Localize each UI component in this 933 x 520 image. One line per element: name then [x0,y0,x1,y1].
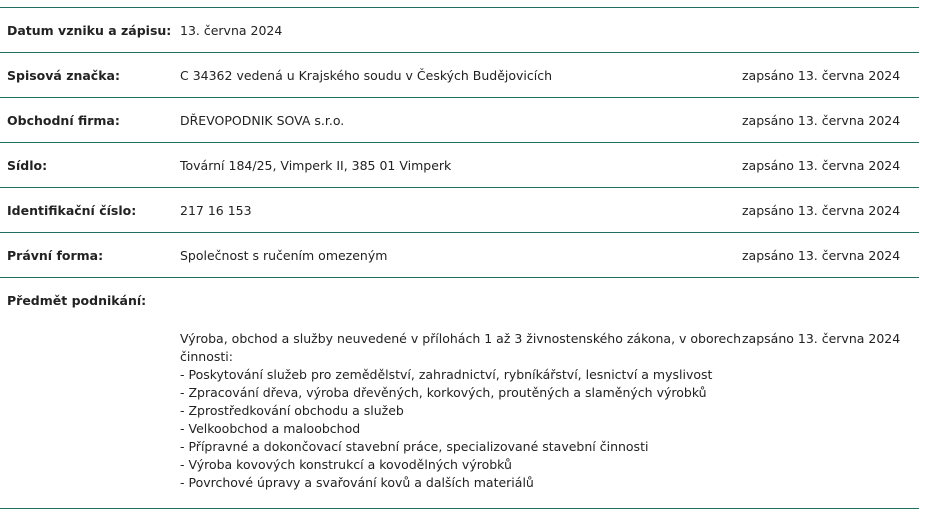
business-subject-intro: Výroba, obchod a služby neuvedené v přílohách 1 až 3 živnostenského zákona, v oborech činnosti: [180,331,741,364]
row-label: Právní forma: [7,247,104,263]
row-legal-form [0,232,919,277]
business-subject-block [0,322,919,509]
row-value: C 34362 vedená u Krajského soudu v Českých Budějovicích [180,67,553,83]
list-item: - Poskytování služeb pro zemědělství, zahradnictví, rybníkářství, lesnictví a myslivost [180,367,713,382]
row-value: Společnost s ručením omezeným [180,247,388,263]
row-value: 13. června 2024 [180,22,283,38]
row-date: zapsáno 13. června 2024 [742,202,901,218]
row-label: Identifikační číslo: [7,202,137,218]
row-date: zapsáno 13. června 2024 [742,157,901,173]
list-item: - Zpracování dřeva, výroba dřevěných, korkových, proutěných a slaměných výrobků [180,385,707,400]
row-business-subject-header [0,277,919,322]
row-label: Datum vzniku a zápisu: [7,22,172,38]
row-date: zapsáno 13. června 2024 [742,247,901,263]
row-file-number [0,52,919,97]
row-date: zapsáno 13. června 2024 [742,67,901,83]
list-item: - Přípravné a dokončovací stavební práce, specializované stavební činnosti [180,439,649,454]
row-identification-number [0,187,919,232]
row-label: Obchodní firma: [7,112,120,128]
row-value: 217 16 153 [180,202,252,218]
row-label: Sídlo: [7,157,48,173]
row-date: zapsáno 13. června 2024 [742,112,901,128]
list-item: - Povrchové úpravy a svařování kovů a dalších materiálů [180,475,534,490]
list-item: - Výroba kovových konstrukcí a kovodělných výrobků [180,457,512,472]
row-value: Tovární 184/25, Vimperk II, 385 01 Vimperk [180,157,452,173]
row-founding-date [0,7,919,52]
row-value: DŘEVOPODNIK SOVA s.r.o. [180,112,345,128]
row-business-name [0,97,919,142]
business-subject-date: zapsáno 13. června 2024 [742,331,901,346]
row-registered-office [0,142,919,187]
business-subject-text [180,330,742,492]
list-item: - Zprostředkování obchodu a služeb [180,403,404,418]
row-label: Spisová značka: [7,67,120,83]
business-subject-list [180,366,742,492]
list-item: - Velkoobchod a maloobchod [180,421,361,436]
row-label: Předmět podnikání: [7,292,147,308]
